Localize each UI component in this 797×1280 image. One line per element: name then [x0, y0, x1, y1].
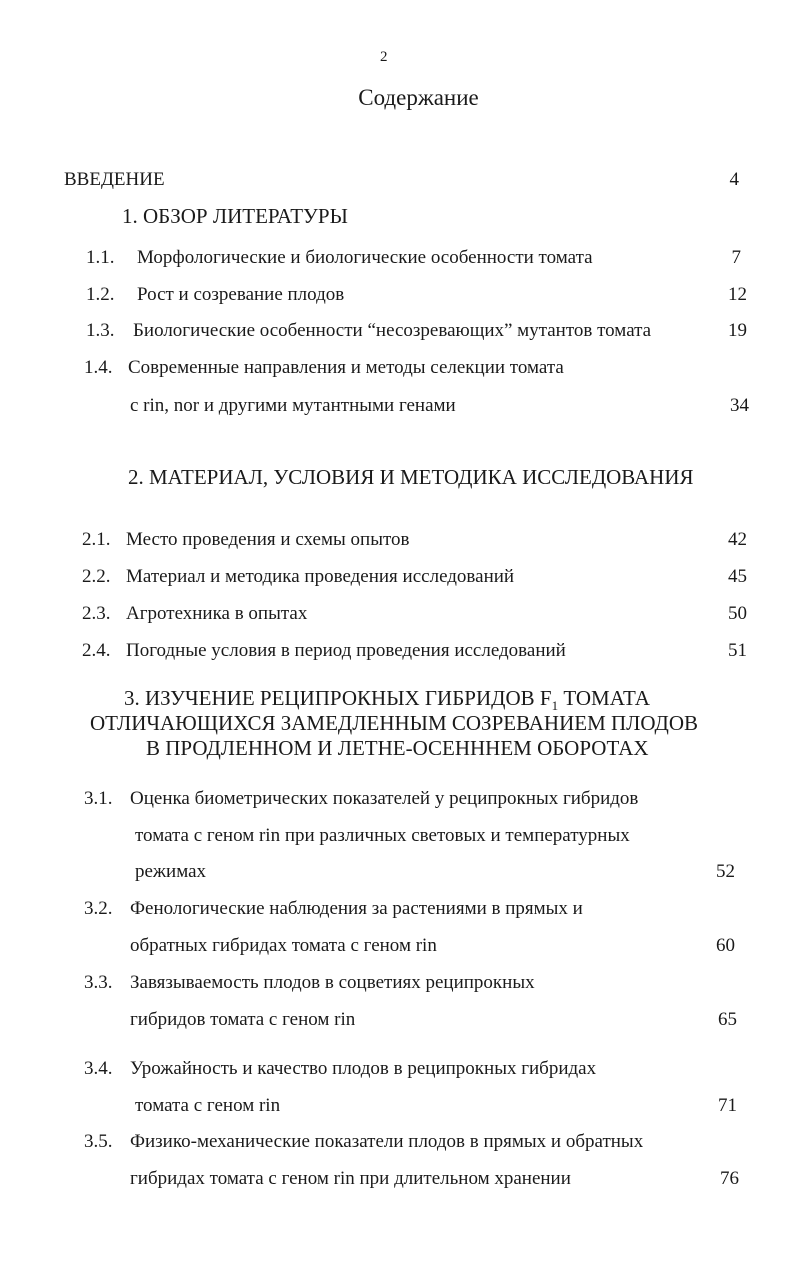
toc-item-title: Биологические особенности “несозревающих” мутантов томата — [133, 320, 652, 341]
toc-item-title-continuation: гибридов томата с геном rin — [130, 1009, 356, 1030]
section-2-heading: 2. МАТЕРИАЛ, УСЛОВИЯ И МЕТОДИКА ИССЛЕДОВАНИЯ — [128, 465, 694, 489]
intro-page: 4 — [729, 169, 739, 190]
page-number: 2 — [380, 49, 388, 65]
toc-item-title: Погодные условия в период проведения исследований — [126, 640, 566, 661]
toc-item-page: 45 — [728, 566, 747, 587]
toc-item-title-continuation: режимах — [135, 861, 207, 882]
toc-item-page: 60 — [716, 935, 735, 956]
toc-item-number: 2.3. — [82, 603, 111, 624]
toc-item-number: 3.1. — [84, 788, 113, 809]
toc-item-title: Фенологические наблюдения за растениями в прямых и — [130, 898, 583, 919]
toc-item-number: 1.1. — [86, 247, 115, 268]
toc-item-title-continuation: томата с геном rin — [135, 1095, 281, 1116]
toc-item-number: 1.4. — [84, 357, 113, 378]
toc-item-page: 51 — [728, 640, 747, 661]
toc-item-page: 12 — [728, 284, 747, 305]
section-1-heading: 1. ОБЗОР ЛИТЕРАТУРЫ — [122, 204, 348, 228]
toc-item-number: 3.5. — [84, 1131, 113, 1152]
toc-item-page: 34 — [730, 395, 749, 416]
section-3-heading-line-2: ОТЛИЧАЮЩИХСЯ ЗАМЕДЛЕННЫМ СОЗРЕВАНИЕМ ПЛОДОВ — [90, 711, 699, 735]
toc-item-number: 3.2. — [84, 898, 113, 919]
section-3-heading-line-3: В ПРОДЛЕННОМ И ЛЕТНЕ-ОСЕНННЕМ ОБОРОТАХ — [146, 736, 649, 760]
toc-item-title: Материал и методика проведения исследований — [126, 566, 515, 587]
section-3-heading-line-1: 3. ИЗУЧЕНИЕ РЕЦИПРОКНЫХ ГИБРИДОВ $F_1$ ТОМАТА — [124, 686, 650, 714]
toc-item-title-continuation: обратных гибридах томата с геном rin — [130, 935, 437, 956]
toc-item-page: 76 — [720, 1168, 739, 1189]
page-title: Содержание — [358, 85, 479, 110]
toc-item-title: Агротехника в опытах — [126, 603, 308, 624]
toc-item-page: 42 — [728, 529, 747, 550]
toc-item-number: 1.3. — [86, 320, 115, 341]
toc-item-title-continuation: гибридах томата с геном rin при длительном хранении — [130, 1168, 571, 1189]
toc-item-page: 7 — [731, 247, 741, 268]
toc-item-number: 1.2. — [86, 284, 115, 305]
toc-item-page: 52 — [716, 861, 735, 882]
toc-item-title: Морфологические и биологические особенности томата — [137, 247, 593, 268]
toc-item-title: Оценка биометрических показателей у реципрокных гибридов — [130, 788, 639, 809]
toc-item-number: 2.4. — [82, 640, 111, 661]
toc-item-title: Завязываемость плодов в соцветиях реципрокных — [130, 972, 535, 993]
toc-item-page: 71 — [718, 1095, 737, 1116]
toc-item-title: Рост и созревание плодов — [137, 284, 345, 305]
toc-item-title: Современные направления и методы селекции томата — [128, 357, 564, 378]
toc-item-title-continuation: с rin, nor и другими мутантными генами — [130, 395, 456, 416]
toc-item-number: 3.3. — [84, 972, 113, 993]
toc-item-number: 2.2. — [82, 566, 111, 587]
toc-item-page: 65 — [718, 1009, 737, 1030]
toc-item-title-continuation: томата с геном rin при различных световых и температурных — [135, 825, 630, 846]
toc-item-page: 50 — [728, 603, 747, 624]
intro-label: ВВЕДЕНИЕ — [64, 169, 165, 190]
toc-item-title: Урожайность и качество плодов в реципрокных гибридах — [130, 1058, 597, 1079]
toc-item-number: 2.1. — [82, 529, 111, 550]
toc-item-title: Место проведения и схемы опытов — [126, 529, 410, 550]
toc-item-page: 19 — [728, 320, 747, 341]
toc-item-number: 3.4. — [84, 1058, 113, 1079]
toc-item-title: Физико-механические показатели плодов в прямых и обратных — [130, 1131, 644, 1152]
